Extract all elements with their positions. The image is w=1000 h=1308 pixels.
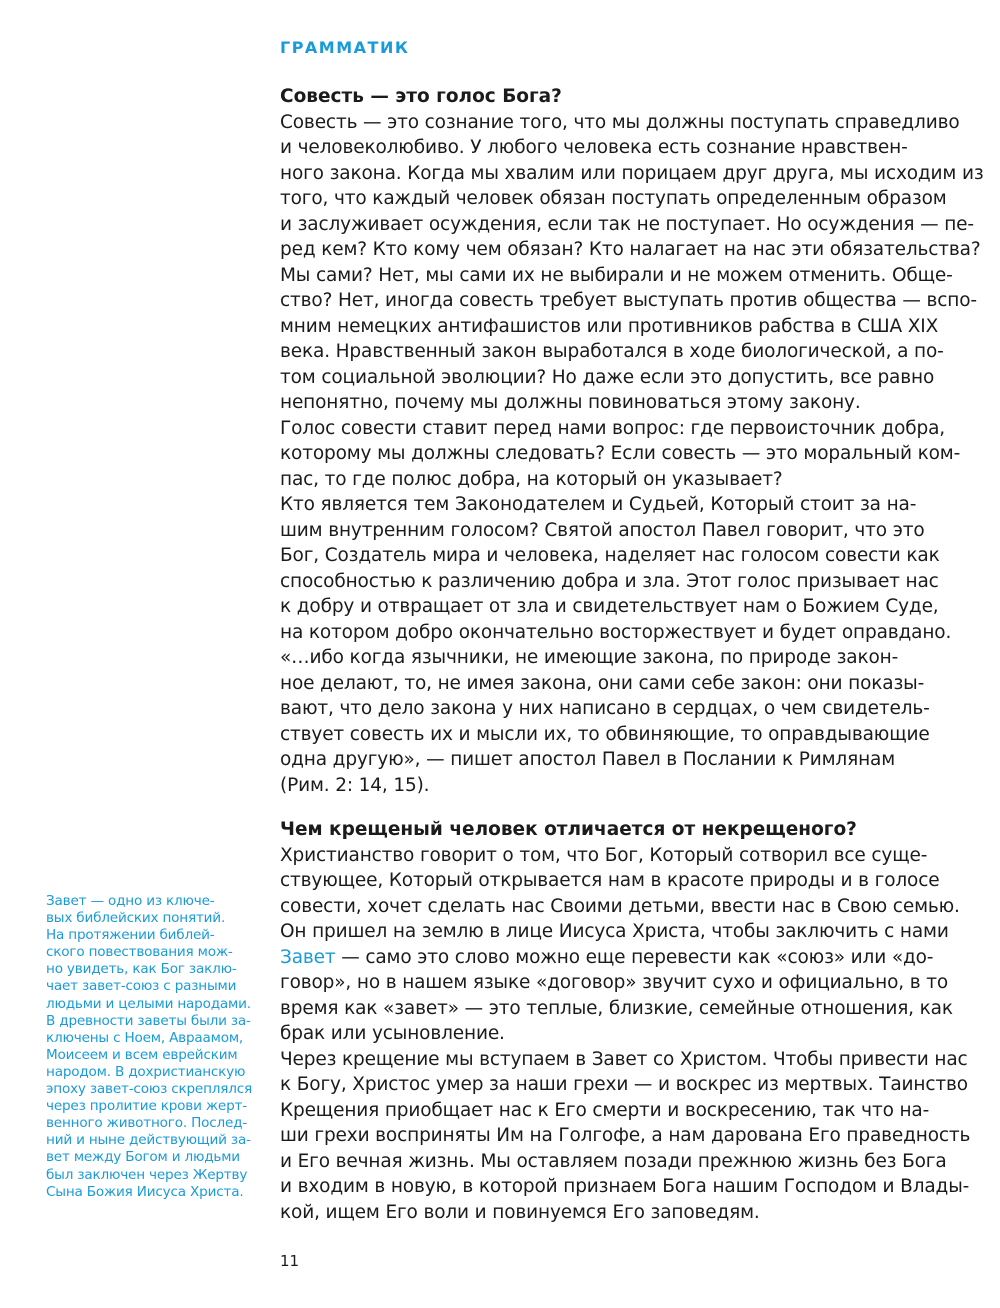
sidebar-line: чает завет-союз с разными [46,978,237,995]
text-line: и человеколюбиво. У любого человека есть сознание нравствен- [280,137,908,158]
sidebar-line: был заключен через Жертву [46,1166,248,1183]
sidebar-line: ского повествования мож- [46,944,233,961]
text-line: непонятно, почему мы должны повиноваться этому закону. [280,392,861,413]
text-line: кой, ищем Его воли и повинуемся Его заповедям. [280,1201,760,1223]
text-line: Голос совести ставит перед нами вопрос: где первоисточник добра, [280,417,946,439]
text-line: время как «завет» — это теплые, близкие, семейные отношения, как [280,997,953,1019]
sidebar-line: вых библейских понятий. [46,910,226,927]
text-line: том социальной эволюции? Но даже если это допустить, все равно [280,366,935,388]
section-heading: Совесть — это голос Бога? [280,86,562,107]
main-text-column [280,84,984,1225]
section-conscience [280,84,984,798]
text-line: совести, хочет сделать нас Своими детьми, ввести нас в Свою семью. [280,895,960,917]
section-baptism [280,817,971,1225]
sidebar-line: ний и ныне действующий за- [46,1132,251,1149]
text-line: Кто является тем Законодателем и Судьей, Который стоит за на- [280,494,917,515]
text-line: века. Нравственный закон выработался в ходе биологической, а по- [280,341,944,362]
text-line: которому мы должны следовать? Если совесть — это моральный ком- [280,443,961,464]
text-line: на котором добро окончательно восторжествует и будет оправдано. [280,621,952,643]
text-line [280,945,942,971]
text-line: ное делают, то, не имея закона, они сами себе закон: они показы- [280,672,925,694]
sidebar-line: но увидеть, как Бог заклю- [46,961,237,978]
text-line: и входим в новую, в которой признаем Бога нашим Господом и Влады- [280,1176,970,1197]
text-line: шим внутренним голосом? Святой апостол Павел говорит, что это [280,519,925,541]
page-number: 11 [280,1252,300,1270]
text-line: Христианство говорит о том, что Бог, Который сотворил все суще- [280,844,928,866]
text-line: ство? Нет, иногда совесть требует выступать против общества — вспо- [280,290,977,311]
text-line: Бог, Создатель мира и человека, наделяет нас голосом совести как [280,545,940,566]
text-fragment: — само это слово можно еще перевести как «союз» или «до- [335,946,934,968]
sidebar-line: В древности заветы были за- [46,1012,251,1029]
sidebar-line: вет между Богом и людьми [46,1149,240,1166]
sidebar-line: Моисеем и всем еврейским [46,1046,238,1063]
text-line: ного закона. Когда мы хвалим или порицаем друг друга, мы исходим из [280,162,984,184]
sidebar-line: через пролитие крови жерт- [46,1098,247,1115]
text-line: ствует совесть их и мысли их, то обвиняющие, то оправдывающие [280,723,930,745]
sidebar-line: Сына Божия Иисуса Христа. [46,1183,244,1200]
text-line: брак или усыновление. [280,1023,505,1044]
text-line: вают, что дело закона у них написано в сердцах, о чем свидетель- [280,698,930,719]
text-line: и Его вечная жизнь. Мы оставляем позади прежнюю жизнь без Бога [280,1150,947,1172]
sidebar-line: людьми и целыми народами. [46,995,251,1012]
text-line: говор», но в нашем языке «договор» звучит сухо и официально, в то [280,972,948,993]
text-line: Совесть — это сознание того, что мы должны поступать справедливо [280,111,960,133]
text-line: пас, то где полюс добра, на который он указывает? [280,468,783,490]
text-line: ши грехи восприняты Им на Голгофе, а нам дарована Его праведность [280,1125,971,1146]
sidebar-note [46,893,266,1201]
text-line: и заслуживает осуждения, если так не поступает. Но осуждения — пе- [280,213,974,235]
section-body [280,843,971,1226]
text-line: «…ибо когда язычники, не имеющие закона, по природе закон- [280,647,899,668]
sidebar-line: ключены с Ноем, Авраамом, [46,1029,244,1046]
text-line: Он пришел на землю в лице Иисуса Христа, чтобы заключить с нами [280,921,949,942]
section-label: ГРАММАТИК [280,38,410,57]
text-line: (Рим. 2: 14, 15). [280,774,430,796]
text-line: к Богу, Христос умер за наши грехи — и воскрес из мертвых. Таинство [280,1074,968,1095]
text-line: Мы сами? Нет, мы сами их не выбирали и не можем отменить. Обще- [280,264,953,286]
text-line: мним немецких антифашистов или противников рабства в США XIX [280,315,939,337]
text-line: того, что каждый человек обязан поступать определенным образом [280,188,947,209]
sidebar-line: народом. В дохристианскую [46,1063,246,1080]
text-line: одна другую», — пишет апостол Павел в Послании к Римлянам [280,749,896,770]
text-line: к добру и отвращает от зла и свидетельствует нам о Божием Суде, [280,596,939,617]
text-line: способностью к различению добра и зла. Этот голос призывает нас [280,570,939,592]
sidebar-line: эпоху завет-союз скреплялся [46,1081,252,1098]
term-highlight: Завет [280,946,336,968]
sidebar-line: венного животного. Послед- [46,1115,248,1132]
text-line: ствующее, Который открывается нам в красоте природы и в голосе [280,870,940,891]
text-line: Крещения приобщает нас к Его смерти и воскресению, так что на- [280,1099,930,1121]
section-body [280,110,984,799]
sidebar-line: На протяжении библей- [46,927,215,944]
text-line: Через крещение мы вступаем в Завет со Христом. Чтобы привести нас [280,1048,968,1070]
section-heading: Чем крещеный человек отличается от некрещеного? [280,819,857,840]
text-line: ред кем? Кто кому чем обязан? Кто налагает на нас эти обязательства? [280,239,981,260]
sidebar-line: Завет — одно из ключе- [46,893,215,909]
